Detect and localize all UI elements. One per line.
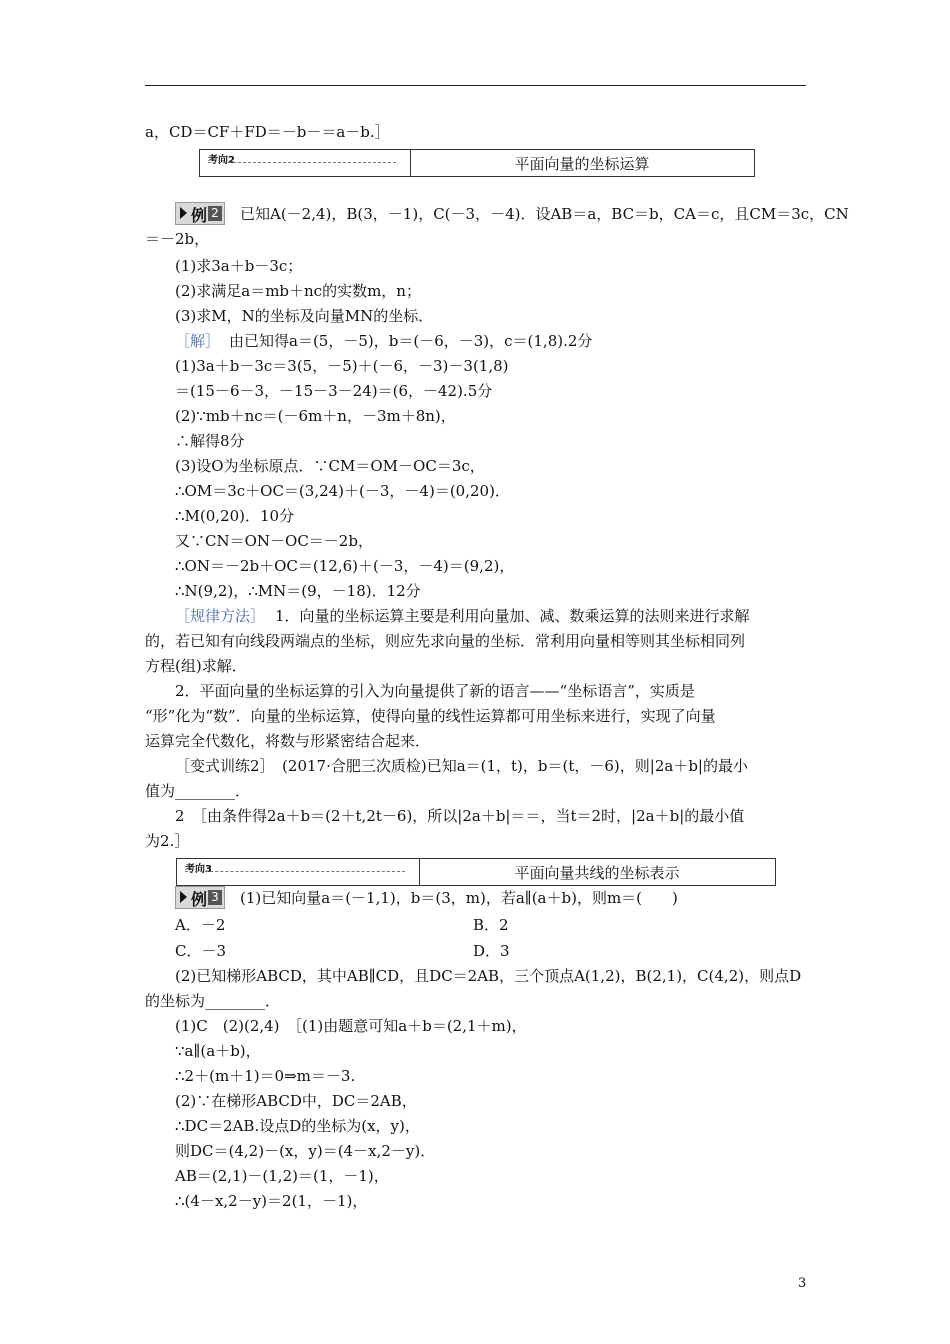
text-line: (3)设O为坐标原点．∵CM＝OM－OC＝3c， bbox=[175, 457, 485, 475]
solution-label: ［解］ bbox=[175, 332, 221, 350]
header-rule bbox=[145, 85, 806, 86]
law-label: ［规律方法］ bbox=[175, 607, 266, 625]
text-line: (3)求M，N的坐标及向量MN的坐标． bbox=[175, 307, 434, 325]
text-line: ∴OM＝3c＋OC＝(3,24)＋(－3，－4)＝(0,20)． bbox=[175, 482, 510, 500]
text-line: 则DC＝(4,2)－(x，y)＝(4－x,2－y)． bbox=[175, 1142, 436, 1160]
topic-title: 平面向量的坐标运算 bbox=[514, 155, 650, 173]
text-line: ∵a∥(a＋b)， bbox=[175, 1042, 261, 1060]
text-line: 的坐标为________． bbox=[145, 992, 281, 1010]
triangle-icon bbox=[180, 207, 187, 219]
text-line: 的，若已知有向线段两端点的坐标，则应先求向量的坐标．常利用向量相等则其坐标相同列 bbox=[145, 632, 746, 650]
text-line: ＝(15－6－3，－15－3－24)＝(6，－42).5分 bbox=[175, 382, 493, 400]
topic-tag: 考向2 bbox=[208, 155, 235, 166]
text-line: (2)∵mb＋nc＝(－6m＋n，－3m＋8n)， bbox=[175, 407, 456, 425]
text-line: 2．平面向量的坐标运算的引入为向量提供了新的语言——“坐标语言”，实质是 bbox=[175, 682, 695, 700]
text-line: 1．向量的坐标运算主要是利用向量加、减、数乘运算的法则来进行求解 bbox=[275, 607, 750, 625]
text-line: ∴DC＝2AB.设点D的坐标为(x，y)， bbox=[175, 1117, 420, 1135]
page-number: 3 bbox=[798, 1276, 807, 1291]
text-line: ∴ON＝－2b＋OC＝(12,6)＋(－3，－4)＝(9,2)， bbox=[175, 557, 515, 575]
topic-box-2 bbox=[199, 149, 755, 177]
text-line: ∴2＋(m＋1)＝0⇒m＝－3. bbox=[175, 1067, 356, 1085]
text-line: a，CD＝CF＋FD＝－b－＝a－b.］ bbox=[145, 123, 390, 141]
text-line: 由已知得a＝(5，－5)，b＝(－6，－3)，c＝(1,8).2分 bbox=[229, 332, 593, 350]
text-line: ∴(4－x,2－y)＝2(1，－1)， bbox=[175, 1192, 368, 1210]
text-line: 又∵CN＝ON－OC＝－2b， bbox=[175, 532, 373, 550]
text-line: ∴M(0,20)．10分 bbox=[175, 507, 295, 525]
option-c: C．－3 bbox=[175, 942, 227, 960]
topic-box-3 bbox=[176, 858, 776, 886]
text-line: 已知A(－2,4)，B(3，－1)，C(－3，－4)．设AB＝a，BC＝b，CA＝c，且CM＝3c，CN bbox=[240, 205, 849, 223]
text-line: 为2.］ bbox=[145, 832, 190, 850]
topic-tag: 考向3 bbox=[185, 864, 212, 875]
text-line: (1)已知向量a＝(－1,1)，b＝(3，m)，若a∥(a＋b)，则m＝( ) bbox=[240, 889, 678, 907]
example-2-badge bbox=[175, 202, 225, 225]
text-line: (1)C (2)(2,4) ［(1)由题意可知a＋b＝(2,1＋m)， bbox=[175, 1017, 527, 1035]
triangle-icon bbox=[180, 891, 187, 903]
option-d: D．3 bbox=[473, 942, 510, 960]
text-line: ［变式训练2］ (2017·合肥三次质检)已知a＝(1，t)，b＝(t，－6)，则|2a＋b|的最小 bbox=[175, 757, 748, 775]
example-3-badge bbox=[175, 886, 225, 909]
example-label: 例 bbox=[191, 206, 208, 225]
text-line: “形”化为“数”．向量的坐标运算，使得向量的线性运算都可用坐标来进行，实现了向量 bbox=[145, 707, 716, 725]
text-line: (2)已知梯形ABCD，其中AB∥CD，且DC＝2AB，三个顶点A(1,2)，B(2,1)，C(4,2)，则点D bbox=[175, 967, 802, 985]
text-line: (1)3a＋b－3c＝3(5，－5)＋(－6，－3)－3(1,8) bbox=[175, 357, 509, 375]
text-line: (1)求3a＋b－3c； bbox=[175, 257, 303, 275]
example-number: 3 bbox=[208, 890, 222, 905]
text-line: 方程(组)求解． bbox=[145, 657, 247, 675]
option-b: B．2 bbox=[473, 916, 509, 934]
text-line: 运算完全代数化，将数与形紧密结合起来． bbox=[145, 732, 431, 750]
text-line: ∴N(9,2)，∴MN＝(9，－18)．12分 bbox=[175, 582, 421, 600]
dashed-line bbox=[208, 162, 396, 163]
text-line: (2)求满足a＝mb＋nc的实数m，n； bbox=[175, 282, 421, 300]
text-line: 值为________． bbox=[145, 782, 251, 800]
text-line: ∴解得8分 bbox=[175, 432, 245, 450]
example-label: 例 bbox=[191, 890, 208, 909]
text-line: 2 ［由条件得2a＋b＝(2＋t,2t－6)，所以|2a＋b|＝＝，当t＝2时，|2a＋b|的最小值 bbox=[175, 807, 745, 825]
example-number: 2 bbox=[208, 206, 222, 221]
dashed-line bbox=[185, 871, 405, 872]
text-line: (2)∵在梯形ABCD中，DC＝2AB， bbox=[175, 1092, 417, 1110]
topic-title: 平面向量共线的坐标表示 bbox=[514, 864, 680, 882]
text-line: ＝－2b， bbox=[145, 230, 210, 248]
text-line: AB＝(2,1)－(1,2)＝(1，－1)， bbox=[175, 1167, 389, 1185]
option-a: A．－2 bbox=[175, 916, 226, 934]
